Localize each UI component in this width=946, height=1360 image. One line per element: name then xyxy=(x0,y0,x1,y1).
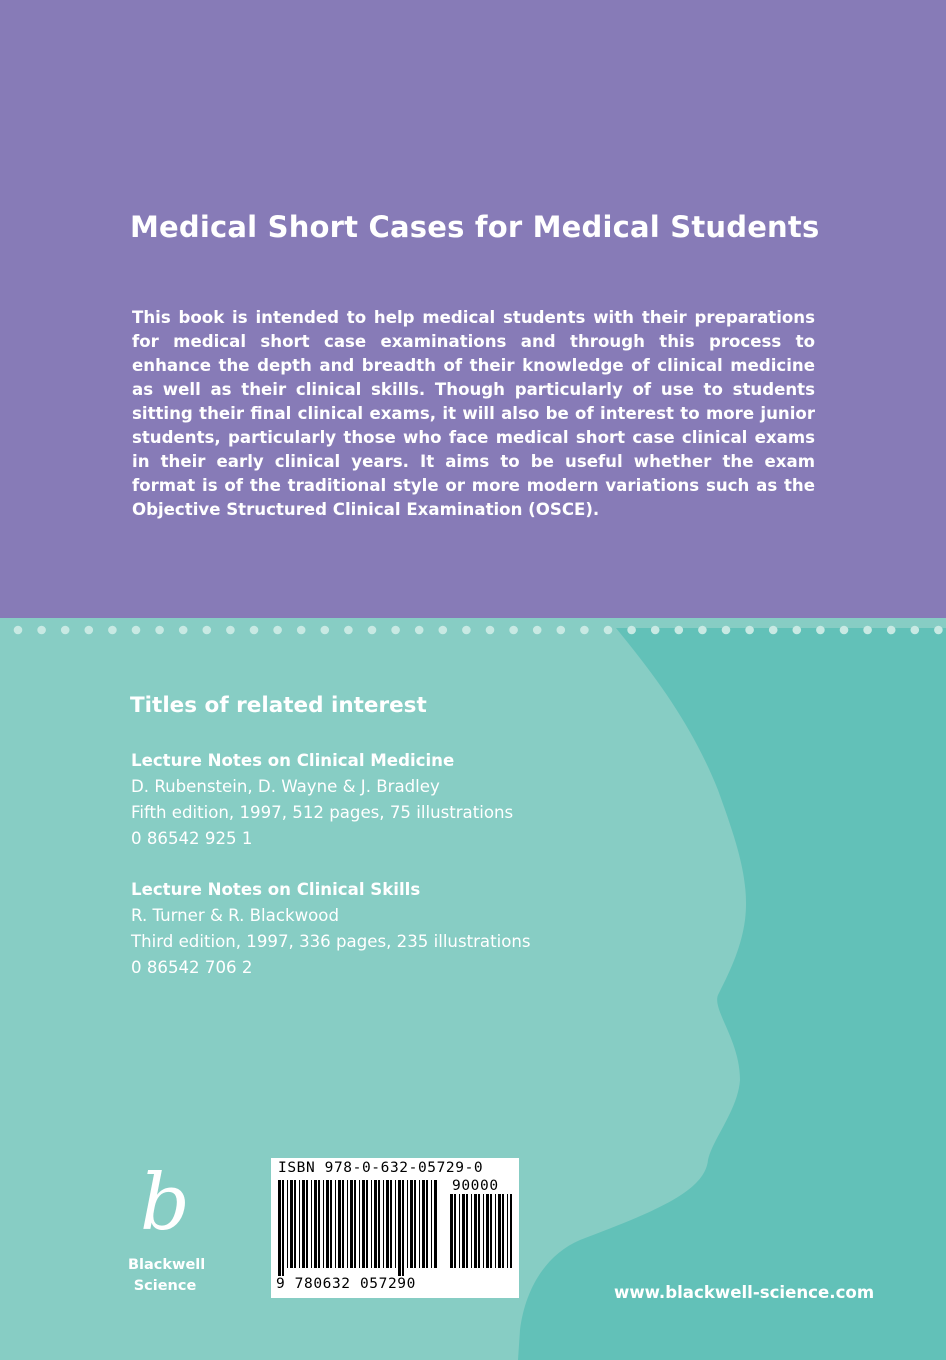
barcode-bar xyxy=(290,1180,293,1268)
barcode-bar xyxy=(342,1180,344,1268)
barcode-bar xyxy=(287,1180,288,1268)
barcode-bar xyxy=(318,1180,320,1268)
barcode-bar xyxy=(471,1194,472,1268)
divider-dot xyxy=(816,626,825,635)
divider-dot xyxy=(769,626,778,635)
related-book-edition: Fifth edition, 1997, 512 pages, 75 illustrations xyxy=(131,803,514,822)
ean-barcode xyxy=(278,1180,440,1276)
divider-dot xyxy=(226,626,235,635)
divider-dot xyxy=(14,626,23,635)
barcode-bar xyxy=(478,1194,480,1268)
barcode-bar xyxy=(362,1180,365,1268)
related-book-edition: Third edition, 1997, 336 pages, 235 illustrations xyxy=(131,932,531,951)
barcode-bar xyxy=(462,1194,465,1268)
barcode-bar xyxy=(490,1194,492,1268)
divider-dot xyxy=(391,626,400,635)
divider-dot xyxy=(179,626,188,635)
barcode-bar xyxy=(326,1180,329,1268)
barcode-bar xyxy=(302,1180,305,1268)
divider-dot xyxy=(344,626,353,635)
divider-dot xyxy=(132,626,141,635)
barcode-bar xyxy=(498,1194,501,1268)
related-book-isbn: 0 86542 925 1 xyxy=(131,829,253,848)
barcode-bar xyxy=(359,1180,360,1268)
divider-dot xyxy=(321,626,330,635)
divider-dot xyxy=(368,626,377,635)
divider-dot xyxy=(533,626,542,635)
barcode-bar xyxy=(306,1180,308,1268)
divider-dot xyxy=(203,626,212,635)
divider-dot xyxy=(604,626,613,635)
ean-number: 9 780632 057290 xyxy=(276,1276,416,1292)
divider-dot xyxy=(793,626,802,635)
barcode-bar xyxy=(398,1180,401,1276)
publisher-logo-letter: b xyxy=(140,1158,190,1248)
divider-dot xyxy=(155,626,164,635)
barcode-bar xyxy=(422,1180,425,1268)
divider-dot xyxy=(863,626,872,635)
divider-dot xyxy=(273,626,282,635)
divider-dot xyxy=(439,626,448,635)
barcode-bar xyxy=(466,1194,468,1268)
barcode-bar xyxy=(502,1194,504,1268)
related-book-title: Lecture Notes on Clinical Medicine xyxy=(131,751,455,770)
barcode-bar xyxy=(311,1180,312,1268)
barcode-bar xyxy=(450,1194,453,1268)
barcode-bar xyxy=(330,1180,332,1268)
publisher-name-line1: Blackwell xyxy=(128,1257,206,1273)
divider-dot xyxy=(580,626,589,635)
barcode-bar xyxy=(419,1180,420,1268)
related-book-authors: R. Turner & R. Blackwood xyxy=(131,906,339,925)
divider-dot xyxy=(108,626,117,635)
barcode-bar xyxy=(350,1180,353,1268)
divider-dot xyxy=(934,626,943,635)
barcode-bar xyxy=(335,1180,336,1268)
publisher-name xyxy=(128,1255,206,1297)
divider-dot xyxy=(85,626,94,635)
barcode-bar xyxy=(454,1194,456,1268)
divider-dot xyxy=(627,626,636,635)
book-description: This book is intended to help medical students with their preparations for medical short case examinations and through this process to enhance the depth and breadth of their knowledge of clinical medicine as well as their clinical skills. Though particularly of use to students sitting their final clinical exams, it will also be of interest to more junior students, particularly those who face medical short case clinical exams in their early clinical years. It aims to be useful whether the exam format is of the traditional style or more modern variations such as the Objective Structured Clinical Examination (OSCE). xyxy=(132,308,815,519)
barcode-bar xyxy=(507,1194,508,1268)
barcode-bar xyxy=(474,1194,477,1268)
isbn-label: ISBN 978-0-632-05729-0 xyxy=(278,1160,484,1176)
barcode-bar xyxy=(371,1180,372,1268)
barcode-bar xyxy=(407,1180,408,1268)
barcode-bar xyxy=(366,1180,368,1268)
barcode-addon-number: 90000 xyxy=(452,1178,499,1194)
related-book-2 xyxy=(131,877,531,981)
divider-dot xyxy=(745,626,754,635)
barcode-bar xyxy=(278,1180,281,1276)
barcode-bar xyxy=(459,1194,460,1268)
barcode-bar xyxy=(434,1180,437,1268)
divider-dot xyxy=(486,626,495,635)
barcode-bar xyxy=(426,1180,428,1268)
addon-barcode xyxy=(450,1194,514,1276)
publisher-name-line2: Science xyxy=(133,1278,197,1294)
barcode-bar xyxy=(410,1180,413,1268)
barcode-bar xyxy=(486,1194,489,1268)
barcode-bar xyxy=(299,1180,300,1268)
divider-dot xyxy=(297,626,306,635)
barcode-bar xyxy=(414,1180,416,1268)
publisher-website: www.blackwell-science.com xyxy=(614,1283,875,1302)
barcode-bar xyxy=(431,1180,432,1268)
divider-dot xyxy=(509,626,518,635)
related-book-1 xyxy=(131,748,513,852)
divider-dot xyxy=(557,626,566,635)
barcode-bar xyxy=(495,1194,496,1268)
barcode-bar xyxy=(354,1180,356,1268)
barcode-bar xyxy=(378,1180,380,1268)
barcode-bar xyxy=(386,1180,389,1268)
barcode-bar xyxy=(395,1180,396,1268)
divider-dot xyxy=(462,626,471,635)
related-book-title: Lecture Notes on Clinical Skills xyxy=(131,880,421,899)
divider-dot xyxy=(250,626,259,635)
divider-dot xyxy=(61,626,70,635)
barcode-bar xyxy=(390,1180,392,1268)
divider-dot xyxy=(37,626,46,635)
related-titles-heading: Titles of related interest xyxy=(130,693,427,718)
barcode-bar xyxy=(383,1180,384,1268)
divider-dot xyxy=(840,626,849,635)
barcode-bar xyxy=(294,1180,296,1268)
barcode-bar xyxy=(338,1180,341,1268)
related-book-authors: D. Rubenstein, D. Wayne & J. Bradley xyxy=(131,777,440,796)
barcode-bar xyxy=(347,1180,348,1268)
barcode-bar xyxy=(402,1180,404,1276)
divider-dot xyxy=(887,626,896,635)
divider-dot xyxy=(722,626,731,635)
divider-dot xyxy=(651,626,660,635)
barcode-bar xyxy=(483,1194,484,1268)
divider-dot xyxy=(675,626,684,635)
barcode-bar xyxy=(323,1180,324,1268)
related-book-isbn: 0 86542 706 2 xyxy=(131,958,253,977)
divider-dot xyxy=(698,626,707,635)
barcode-bar xyxy=(314,1180,317,1268)
divider-dot xyxy=(415,626,424,635)
barcode-bar xyxy=(282,1180,284,1276)
barcode-bar xyxy=(374,1180,377,1268)
dotted-divider xyxy=(0,620,946,640)
book-title: Medical Short Cases for Medical Students xyxy=(130,210,820,244)
barcode-bar xyxy=(510,1194,512,1268)
publisher-logo xyxy=(128,1155,206,1297)
divider-dot xyxy=(911,626,920,635)
